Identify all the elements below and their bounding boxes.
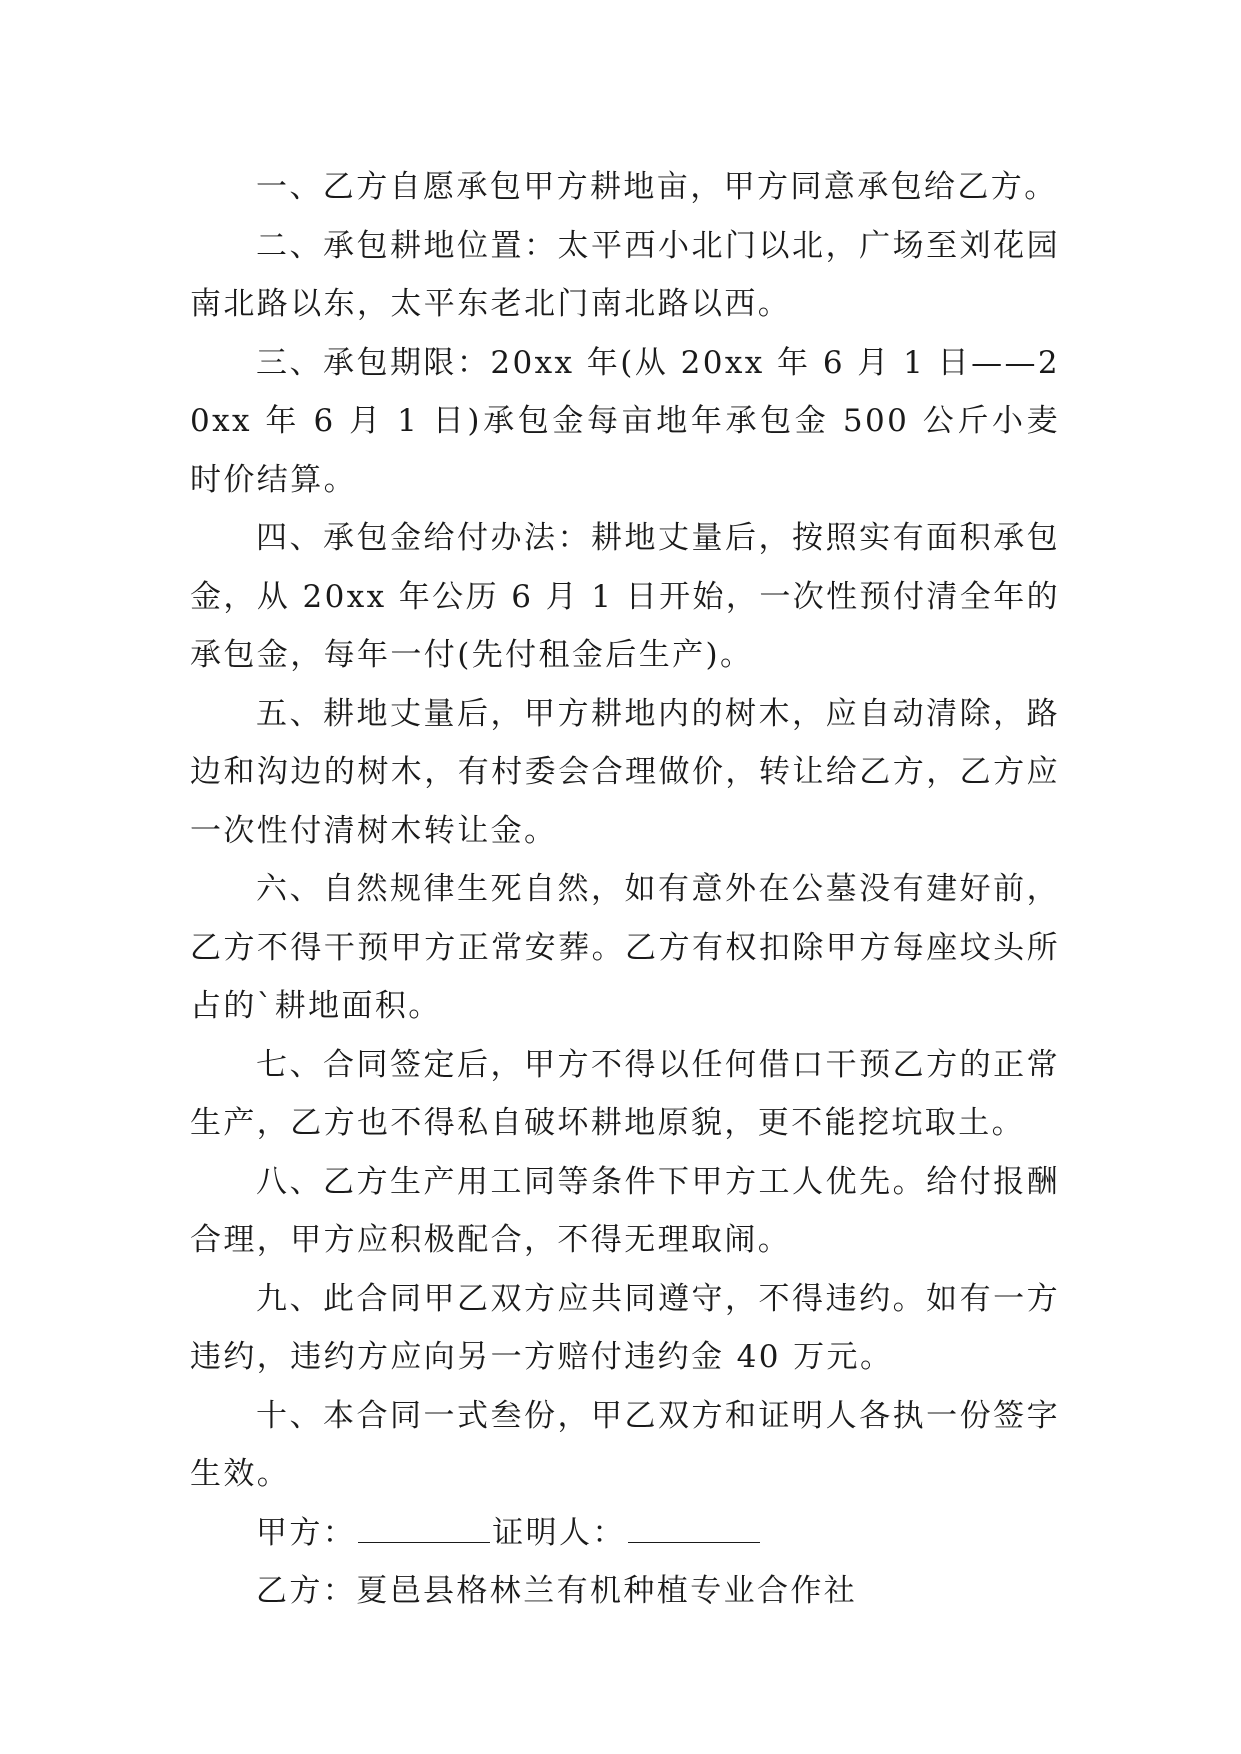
party-a-signature-blank — [358, 1516, 490, 1543]
clause-6: 六、自然规律生死自然，如有意外在公墓没有建好前，乙方不得干预甲方正常安葬。乙方有权扣除甲方每座坟头所占的`耕地面积。 — [190, 871, 1060, 1024]
witness-label: 证明人： — [492, 1514, 626, 1551]
clause-3: 三、承包期限：20xx 年(从 20xx 年 6 月 1 日——20xx 年 6 月 1 日)承包金每亩地年承包金 500 公斤小麦时价结算。 — [190, 344, 1060, 498]
signature-line-party-b: 乙方：夏邑县格林兰有机种植专业合作社 — [256, 1573, 858, 1609]
clause-2: 二、承包耕地位置：太平西小北门以北，广场至刘花园南北路以东，太平东老北门南北路以西。 — [190, 227, 1060, 322]
clause-8: 八、乙方生产用工同等条件下甲方工人优先。给付报酬合理，甲方应积极配合，不得无理取闹。 — [190, 1163, 1060, 1258]
clause-7: 七、合同签定后，甲方不得以任何借口干预乙方的正常生产，乙方也不得私自破坏耕地原貌，更不能挖坑取土。 — [190, 1046, 1060, 1141]
witness-signature-blank — [628, 1516, 760, 1543]
signature-line-party-a — [190, 1504, 1060, 1563]
clause-10: 十、本合同一式叁份，甲乙双方和证明人各执一份签字生效。 — [190, 1397, 1060, 1492]
clause-5: 五、耕地丈量后，甲方耕地内的树木，应自动清除，路边和沟边的树木，有村委会合理做价，转让给乙方，乙方应一次性付清树木转让金。 — [190, 695, 1060, 849]
contract-body — [190, 158, 1060, 1621]
party-a-label: 甲方： — [256, 1514, 357, 1551]
clause-1: 一、乙方自愿承包甲方耕地亩，甲方同意承包给乙方。 — [256, 169, 1058, 205]
clause-9: 九、此合同甲乙双方应共同遵守，不得违约。如有一方违约，违约方应向另一方赔付违约金 40 万元。 — [190, 1280, 1060, 1375]
clause-4: 四、承包金给付办法：耕地丈量后，按照实有面积承包金，从 20xx 年公历 6 月 1 日开始，一次性预付清全年的承包金，每年一付(先付租金后生产)。 — [190, 520, 1060, 673]
